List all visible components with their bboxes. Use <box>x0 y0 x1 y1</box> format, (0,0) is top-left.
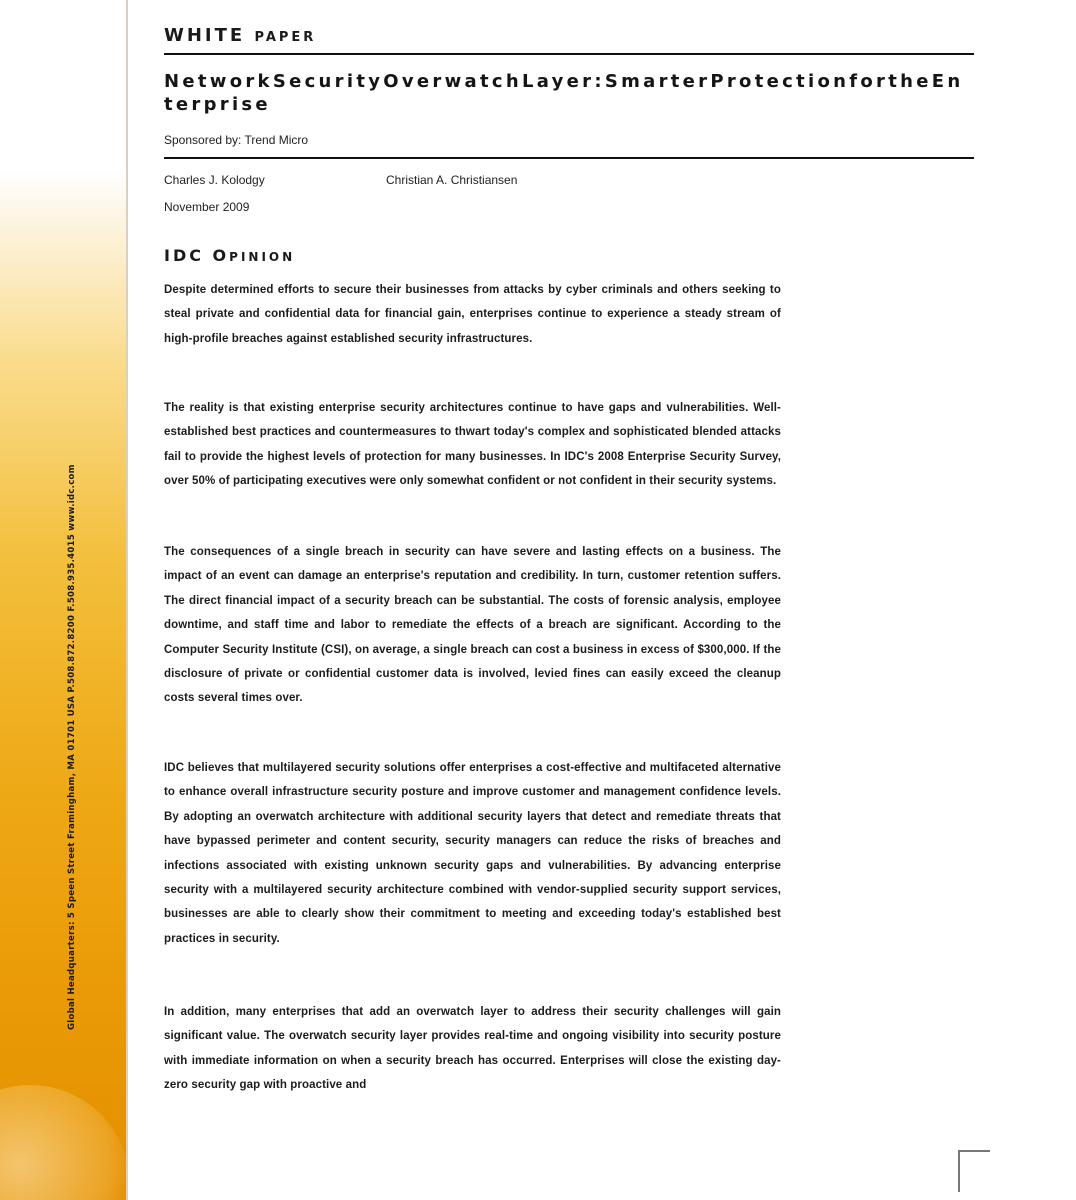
author-name-2: Christian A. Christiansen <box>386 173 518 187</box>
paragraph-5: In addition, many enterprises that add an overwatch layer to address their security challenges will gain significant value. The overwatch security layer provides real-time and ongoing visibility into security posture with immediate information on when a security breach has occurred. Enterprises will close the existing day-zero security gap with proactive and <box>164 1006 781 1092</box>
author-name-1: Charles J. Kolodgy <box>164 173 265 187</box>
sidebar-band <box>0 0 128 1200</box>
page-title: NetworkSecurityOverwatchLayer:SmarterProtectionfortheEnterprise <box>164 71 964 115</box>
label-rest: HITE <box>186 25 246 46</box>
header-rule <box>164 157 974 159</box>
heading-small: PINION <box>229 250 296 264</box>
label-initial: W <box>164 25 187 46</box>
label-small: PAPER <box>254 30 317 45</box>
sponsor-line: Sponsored by: Trend Micro <box>164 133 309 147</box>
paragraph-2: The reality is that existing enterprise security architectures continue to have gaps and vulnerabilities. Well-established best practices and countermeasures to thwart today's complex and sophisticated blended attacks fail to provide the highest levels of protection for many businesses. In IDC's 2008 Enterprise Security Survey, over 50% of participating executives were only somewhat confident or not confident in their security systems. <box>164 402 781 488</box>
top-rule <box>164 53 974 55</box>
heading-big: IDC O <box>164 246 230 265</box>
sidebar-divider <box>126 0 128 1200</box>
globe-graphic <box>0 1085 128 1200</box>
paragraph-3: The consequences of a single breach in security can have severe and lasting effects on a business. The impact of an event can damage an enterprise's reputation and credibility. In turn, customer retention suffers. The direct financial impact of a security breach can be substantial. The costs of forensic analysis, employee downtime, and staff time and labor to remediate the effects of a breach are significant. According to the Computer Security Institute (CSI), on average, a single breach can cost a business in excess of $300,000. If the disclosure of private or confidential customer data is involved, levied fines can easily exceed the cleanup costs several times over. <box>164 546 781 705</box>
paragraph-1: Despite determined efforts to secure their businesses from attacks by cyber criminals and others seeking to steal private and confidential data for financial gain, enterprises continue to experience a steady stream of high-profile breaches against established security infrastructures. <box>164 284 781 345</box>
sidebar-address-text: Global Headquarters: 5 Speen Street Framingham, MA 01701 USA P.508.872.8200 F.508.935.4015 www.idc.com <box>67 464 77 1030</box>
white-paper-label <box>164 25 316 46</box>
paragraph-4: IDC believes that multilayered security solutions offer enterprises a cost-effective and multifaceted alternative to enhance overall infrastructure security posture and improve customer and management confidence levels. By adopting an overwatch architecture with additional security layers that detect and remediate threats that have bypassed perimeter and content security, security managers can reduce the risks of breaches and infections associated with existing unknown security gaps and vulnerabilities. By advancing enterprise security with a multilayered security architecture combined with vendor-supplied security support services, businesses are able to clearly show their commitment to meeting and exceeding today's established best practices in security. <box>164 762 781 945</box>
section-heading <box>164 246 295 265</box>
publication-date: November 2009 <box>164 200 250 214</box>
page-corner-mark <box>958 1150 990 1192</box>
